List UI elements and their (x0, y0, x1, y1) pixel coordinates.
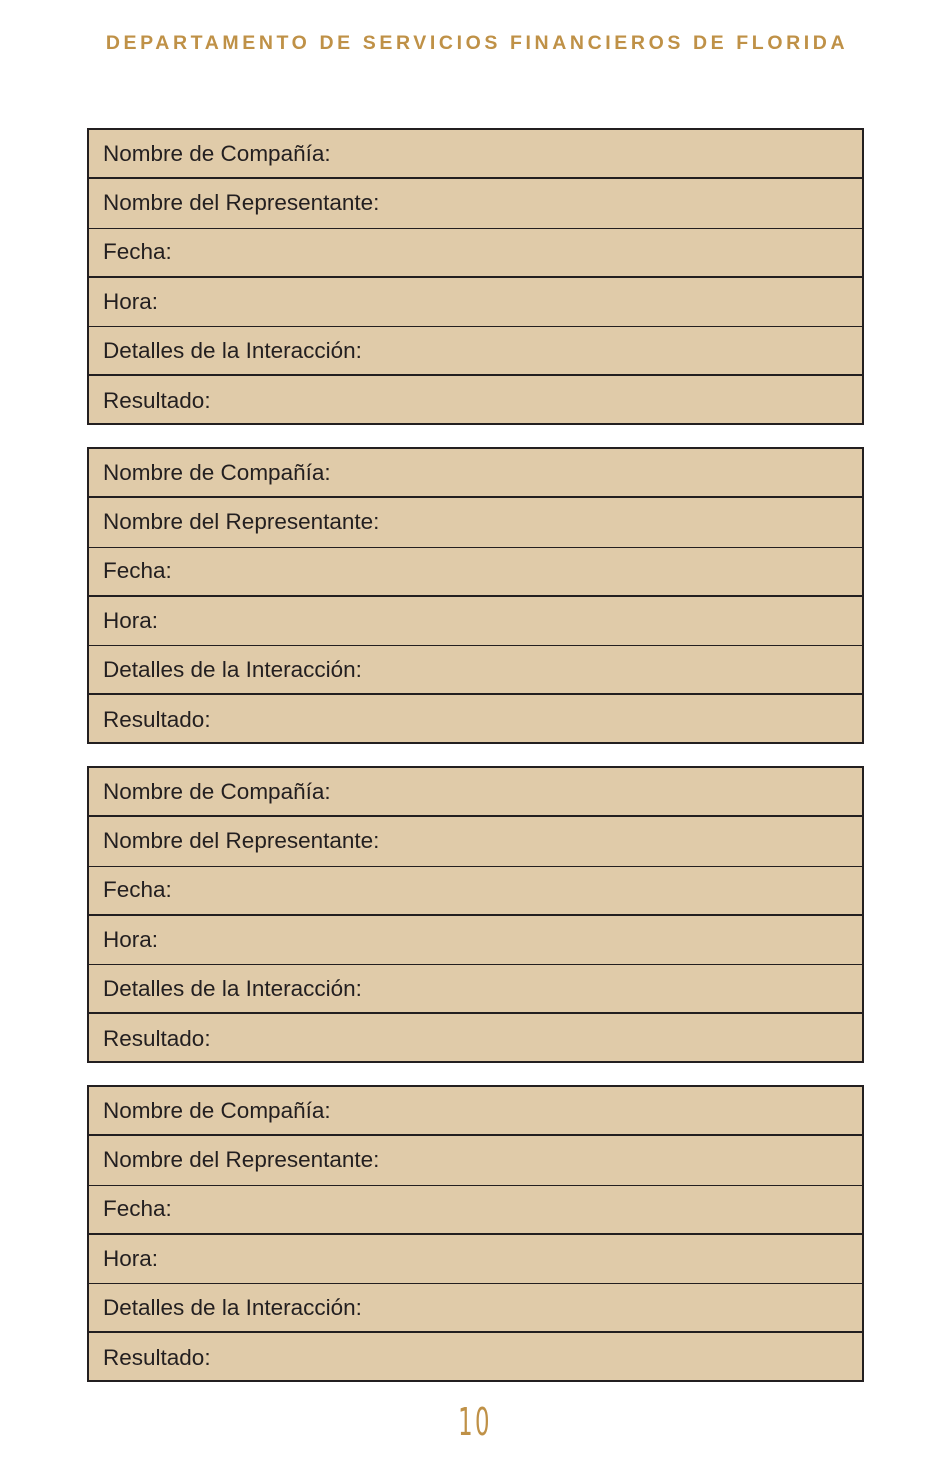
field-label: Detalles de la Interacción: (103, 1294, 362, 1320)
representative-name-field[interactable] (89, 1136, 862, 1185)
result-field[interactable] (89, 376, 862, 425)
field-label: Hora: (103, 927, 159, 953)
field-label: Nombre del Representante: (103, 1147, 380, 1173)
time-field[interactable] (89, 278, 862, 327)
field-label: Nombre del Representante: (103, 828, 380, 854)
date-field[interactable] (89, 229, 862, 278)
interaction-form (87, 447, 864, 744)
field-label: Nombre del Representante: (103, 190, 380, 216)
company-name-field[interactable] (89, 1087, 862, 1136)
date-field[interactable] (89, 867, 862, 916)
field-label: Fecha: (103, 558, 172, 584)
field-label: Fecha: (103, 877, 172, 903)
field-label: Resultado: (103, 388, 211, 414)
interaction-form (87, 128, 864, 425)
result-field[interactable] (89, 1014, 862, 1063)
field-label: Nombre de Compañía: (103, 778, 331, 804)
field-label: Hora: (103, 289, 159, 315)
field-label: Nombre de Compañía: (103, 1097, 331, 1123)
interaction-details-field[interactable] (89, 965, 862, 1014)
interaction-details-field[interactable] (89, 327, 862, 376)
field-label: Fecha: (103, 239, 172, 265)
field-label: Nombre de Compañía: (103, 140, 331, 166)
field-label: Nombre de Compañía: (103, 459, 331, 485)
field-label: Detalles de la Interacción: (103, 975, 362, 1001)
field-label: Resultado: (103, 1026, 211, 1052)
representative-name-field[interactable] (89, 498, 862, 547)
field-label: Detalles de la Interacción: (103, 337, 362, 363)
field-label: Detalles de la Interacción: (103, 656, 362, 682)
field-label: Resultado: (103, 707, 211, 733)
company-name-field[interactable] (89, 130, 862, 179)
time-field[interactable] (89, 597, 862, 646)
date-field[interactable] (89, 548, 862, 597)
interaction-details-field[interactable] (89, 1284, 862, 1333)
field-label: Fecha: (103, 1196, 172, 1222)
interaction-form (87, 1085, 864, 1382)
field-label: Nombre del Representante: (103, 509, 380, 535)
field-label: Resultado: (103, 1345, 211, 1371)
date-field[interactable] (89, 1186, 862, 1235)
result-field[interactable] (89, 1333, 862, 1382)
company-name-field[interactable] (89, 768, 862, 817)
time-field[interactable] (89, 916, 862, 965)
representative-name-field[interactable] (89, 179, 862, 228)
interaction-details-field[interactable] (89, 646, 862, 695)
representative-name-field[interactable] (89, 817, 862, 866)
time-field[interactable] (89, 1235, 862, 1284)
interaction-form (87, 766, 864, 1063)
page-number: 10 (458, 1400, 492, 1444)
company-name-field[interactable] (89, 449, 862, 498)
field-label: Hora: (103, 608, 159, 634)
field-label: Hora: (103, 1246, 159, 1272)
result-field[interactable] (89, 695, 862, 744)
document-header: DEPARTAMENTO DE SERVICIOS FINANCIEROS DE FLORIDA (105, 32, 849, 54)
